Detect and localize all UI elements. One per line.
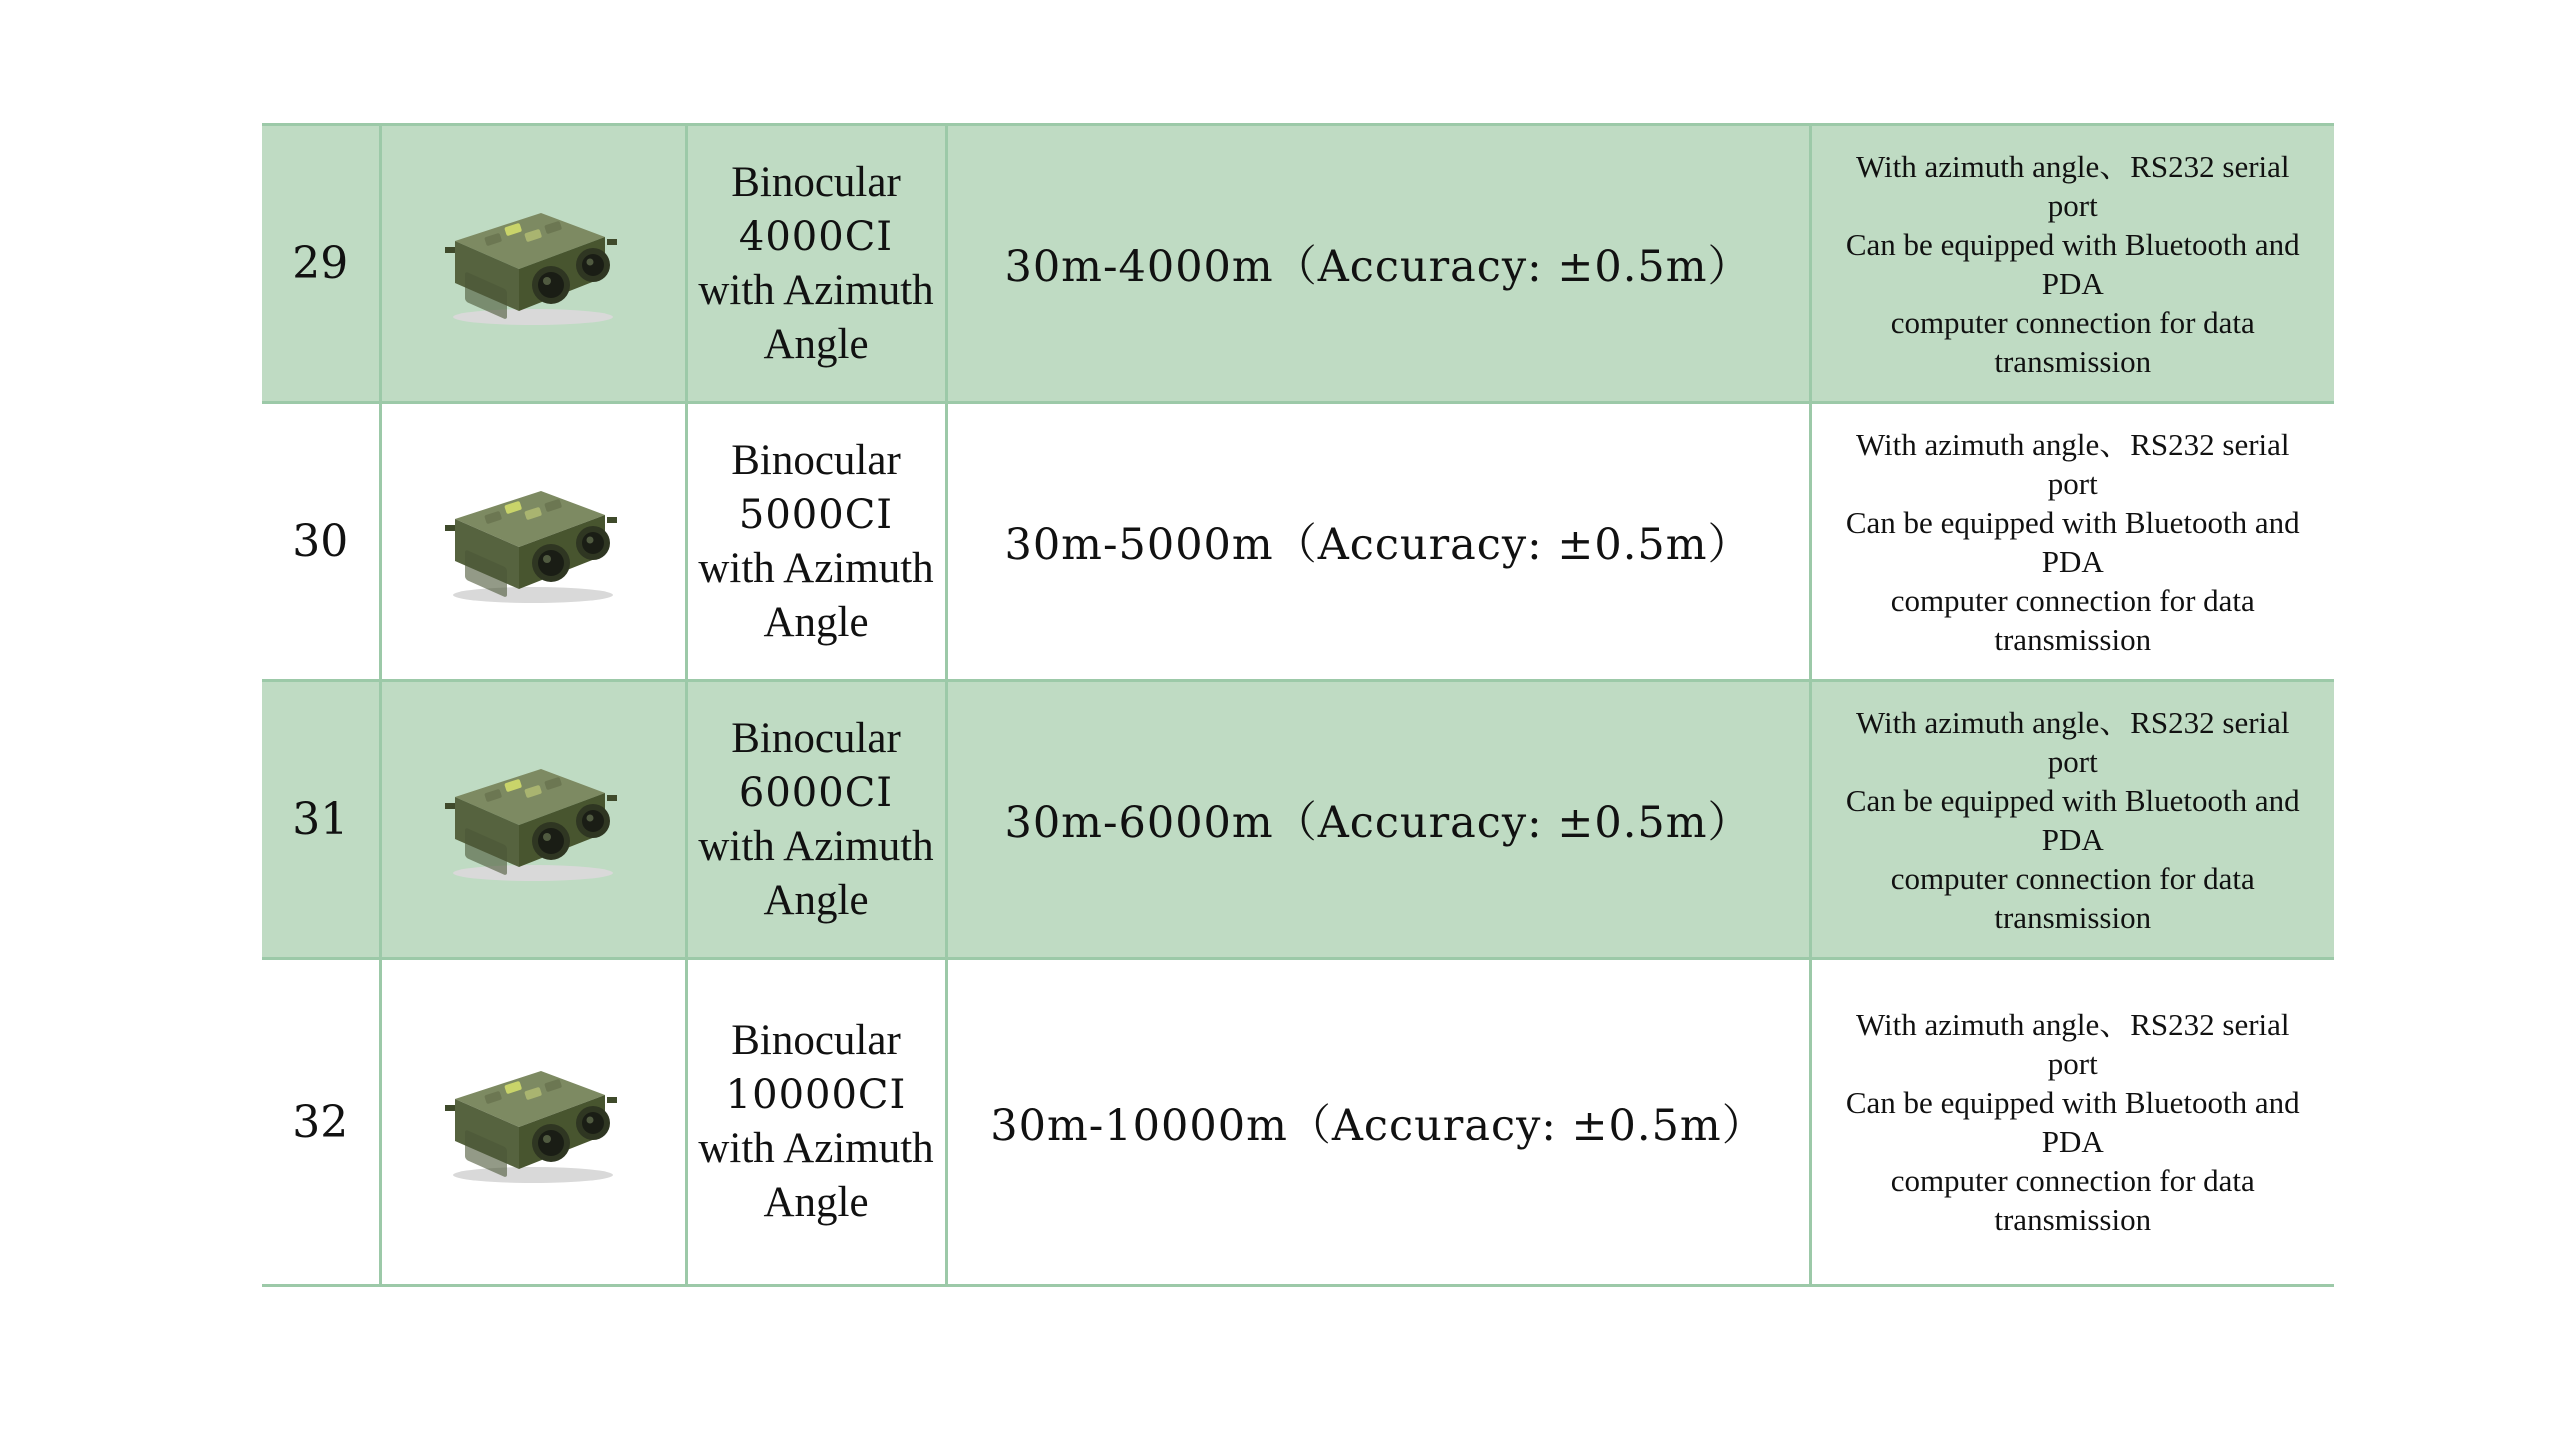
model-line: with Azimuth [698,822,934,870]
features [1810,125,2334,403]
feature-line: port [2047,465,2098,501]
row-number: 31 [262,681,380,959]
feature-line: computer connection for data [1890,582,2255,618]
features [1810,959,2334,1286]
measuring-range: 30m-5000m（Accuracy: ±0.5m） [946,403,1810,681]
product-image-cell [380,403,686,681]
feature-line: Can be equipped with Bluetooth and [1845,504,2300,540]
feature-line: With azimuth angle、RS232 serial [1855,148,2290,184]
feature-line: With azimuth angle、RS232 serial [1855,704,2290,740]
feature-line: transmission [1994,1202,2152,1237]
row-number: 32 [262,959,380,1286]
model-code: 5000CI [738,491,894,538]
model-line: with Azimuth [698,1125,934,1172]
features [1810,403,2334,681]
model-line: Binocular [731,158,901,206]
model-line: Angle [763,320,869,368]
product-image-cell [380,959,686,1286]
model-line: Angle [763,1179,869,1226]
model-code: 6000CI [738,769,894,816]
feature-line: Can be equipped with Bluetooth and [1845,782,2300,818]
feature-line: PDA [2041,543,2104,579]
binocular-rangefinder-icon [433,477,633,607]
table-row [262,125,2334,403]
feature-line: PDA [2041,265,2104,301]
binocular-rangefinder-icon [433,199,633,329]
model-code: 10000CI [725,1072,907,1118]
table-row [262,681,2334,959]
measuring-range: 30m-6000m（Accuracy: ±0.5m） [946,681,1810,959]
product-spec-table [262,123,2334,1287]
binocular-rangefinder-icon [433,755,633,885]
model-line: Angle [763,598,869,646]
feature-line: PDA [2041,1124,2104,1159]
model-line: with Azimuth [698,266,934,314]
feature-line: port [2047,743,2098,779]
feature-line: With azimuth angle、RS232 serial [1855,426,2290,462]
feature-line: transmission [1994,899,2152,935]
model-line: Binocular [731,436,901,484]
table-row [262,959,2334,1286]
product-image-cell [380,125,686,403]
feature-line: port [2047,187,2098,223]
feature-line: computer connection for data [1890,1163,2255,1198]
model-name [686,959,946,1286]
model-line: Binocular [731,1017,901,1064]
model-name [686,125,946,403]
measuring-range: 30m-4000m（Accuracy: ±0.5m） [946,125,1810,403]
feature-line: Can be equipped with Bluetooth and [1845,226,2300,262]
model-code: 4000CI [738,213,894,260]
model-line: Angle [763,876,869,924]
feature-line: transmission [1994,343,2152,379]
table-row [262,403,2334,681]
model-line: with Azimuth [698,544,934,592]
row-number: 30 [262,403,380,681]
feature-line: With azimuth angle、RS232 serial [1855,1007,2290,1042]
model-name [686,681,946,959]
feature-line: computer connection for data [1890,304,2255,340]
binocular-rangefinder-icon [433,1057,633,1187]
row-number: 29 [262,125,380,403]
feature-line: computer connection for data [1890,860,2255,896]
features [1810,681,2334,959]
product-image-cell [380,681,686,959]
measuring-range: 30m-10000m（Accuracy: ±0.5m） [946,959,1810,1286]
feature-line: port [2047,1046,2098,1081]
model-name [686,403,946,681]
feature-line: Can be equipped with Bluetooth and [1845,1085,2300,1120]
feature-line: PDA [2041,821,2104,857]
feature-line: transmission [1994,621,2152,657]
model-line: Binocular [731,714,901,762]
